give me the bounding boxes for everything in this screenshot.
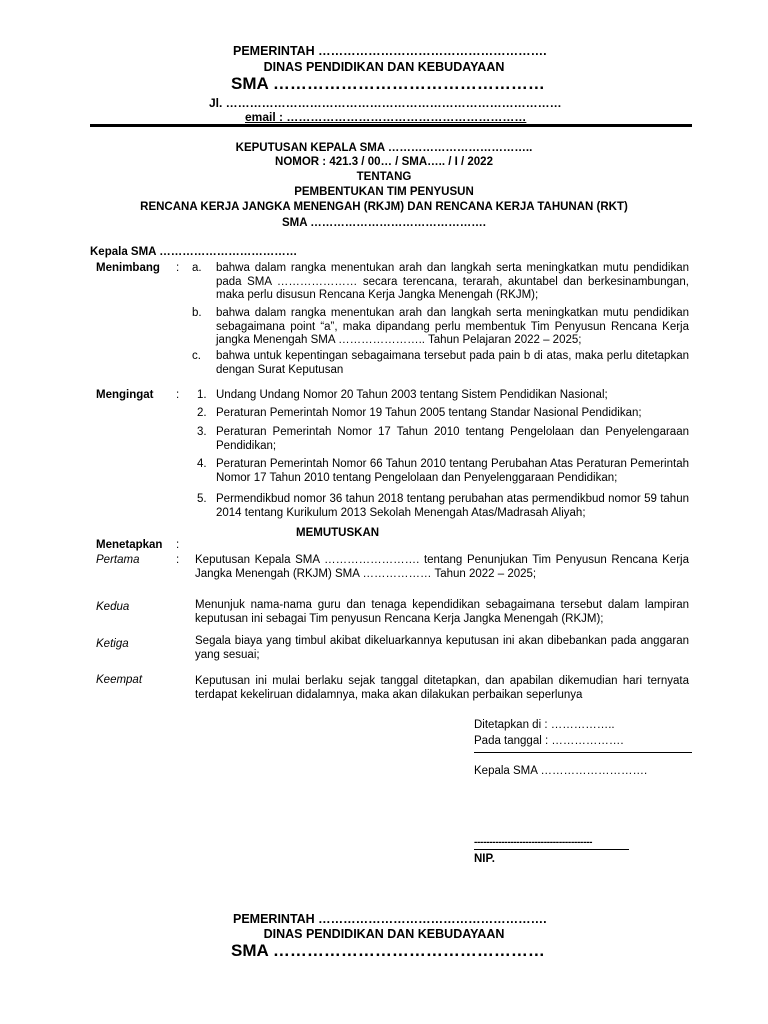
ketiga-text: Segala biaya yang timbul akibat dikeluarkannya keputusan ini akan dibebankan pada anggaran yang sesuai; — [195, 635, 689, 661]
pertama-label: Pertama — [96, 554, 140, 566]
mengingat-marker-5: 5. — [197, 493, 207, 505]
menimbang-item-b: bahwa dalam rangka menentukan arah dan langkah serta meningkatkan mutu pendidikan sebagaimana point “a”, maka dipandang perlu membentuk Tim Penyusun Rencana Kerja jangka Menengah SMA ………………….. Tahun Pelajaran 2022 – 2025; — [216, 307, 689, 346]
menimbang-marker-b: b. — [192, 307, 202, 319]
keempat-text: Keputusan ini mulai berlaku sejak tanggal ditetapkan, dan apabilan dikemudian hari ternyata terdapat kekeliruan didalamnya, maka akan dilakukan perbaikan seperlunya — [195, 675, 689, 701]
footer-sma: SMA ………………………………………… — [231, 941, 545, 960]
menimbang-item-a: bahwa dalam rangka menentukan arah dan langkah serta meningkatkan mutu pendidikan pada SMA ………………… secara terencana, terarah, akuntabel dan berkesinambungan, maka perlu disusun Rencana Kerja Jangka Menengah (RKJM); — [216, 262, 689, 301]
title-keputusan: KEPUTUSAN KEPALA SMA ……………………………….. — [235, 142, 533, 154]
header-sma: SMA ………………………………………… — [231, 74, 545, 93]
ditetapkan-di: Ditetapkan di : …………….. — [474, 719, 615, 731]
footer-dinas: DINAS PENDIDIKAN DAN KEBUDAYAAN — [263, 927, 505, 941]
mengingat-marker-3: 3. — [197, 426, 207, 438]
menetapkan-colon: : — [176, 539, 180, 551]
signature-kepala: Kepala SMA ………………………. — [474, 765, 648, 777]
footer-pemerintah: PEMERINTAH ………………………………………………. — [233, 912, 547, 926]
pertama-colon: : — [176, 554, 180, 566]
title-nomor: NOMOR : 421.3 / 00… / SMA….. / I / 2022 — [275, 156, 493, 168]
title-sma: SMA ………………………………………. — [281, 217, 487, 229]
title-rencana: RENCANA KERJA JANGKA MENENGAH (RKJM) DAN RENCANA KERJA TAHUNAN (RKT) — [140, 201, 628, 213]
menimbang-colon: : — [176, 262, 180, 274]
pertama-text: Keputusan Kepala SMA ……………………. tentang Penunjukan Tim Penyusun Rencana Kerja Jangka Menengah (RKJM) SMA ……………… Tahun 2022 – 2025; — [195, 554, 689, 580]
mengingat-item-1: Undang Undang Nomor 20 Tahun 2003 tentang Sistem Pendidikan Nasional; — [216, 389, 608, 401]
kop-rule — [90, 124, 692, 127]
mengingat-item-5: Permendikbud nomor 36 tahun 2018 tentang perubahan atas permendikbud nomor 59 tahun 2014 tentang Kurikulum 2013 Sekolah Menengah Atas/Madrasah Aliyah; — [216, 493, 689, 519]
keempat-label: Keempat — [96, 674, 143, 686]
mengingat-item-2: Peraturan Pemerintah Nomor 19 Tahun 2005 tentang Standar Nasional Pendidikan; — [216, 407, 642, 419]
menimbang-item-c: bahwa untuk kepentingan sebagaimana tersebut pada pain b di atas, maka perlu ditetapkan dengan Surat Keputusan — [216, 350, 689, 376]
mengingat-item-3: Peraturan Pemerintah Nomor 17 Tahun 2010 tentang Pengelolaan dan Penyelengaraan Pendidikan; — [216, 426, 689, 452]
menimbang-label: Menimbang — [96, 262, 160, 274]
title-pembentukan: PEMBENTUKAN TIM PENYUSUN — [294, 186, 474, 198]
header-email: email : …………………………………………………… — [245, 110, 527, 124]
kedua-text: Menunjuk nama-nama guru dan tenaga kependidikan sebagaimana tersebut dalam lampiran keputusan ini sebagai Tim penyusun Rencana Kerja Jangka Menengah (RKJM); — [195, 599, 689, 625]
menimbang-marker-c: c. — [192, 350, 201, 362]
signature-nip: NIP. — [474, 853, 495, 865]
mengingat-label: Mengingat — [96, 389, 154, 401]
kepala-sma-line: Kepala SMA ……………………………… — [90, 246, 298, 258]
kedua-label: Kedua — [96, 601, 130, 613]
memutuskan-heading: MEMUTUSKAN — [296, 527, 380, 539]
mengingat-colon: : — [176, 389, 180, 401]
mengingat-marker-4: 4. — [197, 458, 207, 470]
title-tentang: TENTANG — [356, 171, 412, 183]
header-jalan: Jl. ………………………………………………………………………… — [209, 96, 562, 110]
signature-rule — [474, 752, 692, 753]
mengingat-marker-2: 2. — [197, 407, 207, 419]
signature-underline — [474, 849, 629, 850]
header-dinas: DINAS PENDIDIKAN DAN KEBUDAYAAN — [263, 60, 505, 74]
mengingat-marker-1: 1. — [197, 389, 207, 401]
menimbang-marker-a: a. — [192, 262, 202, 274]
header-pemerintah: PEMERINTAH ………………………………………………. — [233, 44, 547, 58]
signature-name-line: --------------------------------------- — [474, 837, 593, 848]
menetapkan-label: Menetapkan — [96, 539, 163, 551]
ketiga-label: Ketiga — [96, 638, 129, 650]
mengingat-item-4: Peraturan Pemerintah Nomor 66 Tahun 2010 tentang Perubahan Atas Peraturan Pemerintah Nomor 17 Tahun 2010 tentang Pengelolaan dan Penyelenggaraan Pendidikan; — [216, 458, 689, 484]
pada-tanggal: Pada tanggal : ………………. — [474, 735, 624, 747]
